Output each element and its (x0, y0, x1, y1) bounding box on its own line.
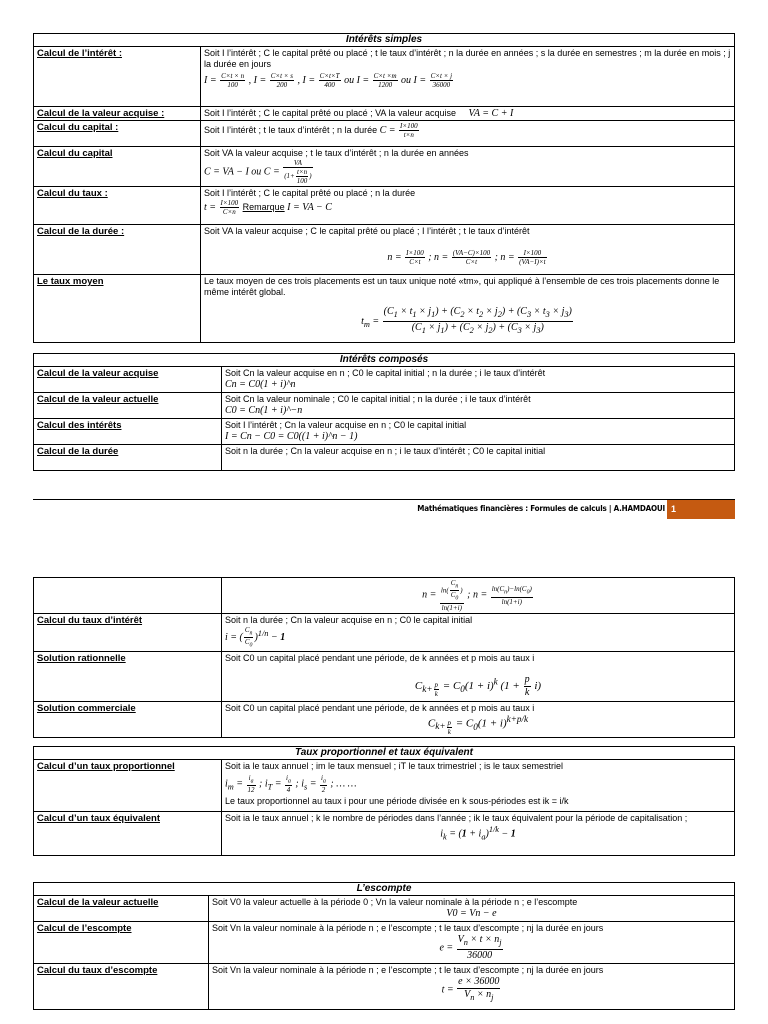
row-content (201, 107, 735, 121)
row-content (222, 367, 735, 393)
row-label: Calcul du capital (34, 147, 201, 187)
rate-table (33, 746, 735, 856)
row-content (201, 275, 735, 343)
row-label: Calcul de la durée : (34, 225, 201, 275)
row-label: Solution commerciale (34, 701, 222, 737)
row-label: Calcul de la valeur acquise (34, 367, 222, 393)
row-content (222, 419, 735, 445)
formula: $i_m$ = $\frac{i_a}{12}$ ; $i_T$ = $\frac{i_a}{4}$ ; $i_s$ = $\frac{i_a}{2}$ ; … … (225, 774, 357, 795)
row-content (209, 896, 735, 922)
remark-formula: I = VA − C (287, 201, 332, 213)
row-content (222, 445, 735, 471)
remark-label: Remarque (242, 201, 285, 212)
row-label: Le taux moyen (34, 275, 201, 343)
formula: $t_m$ = $\frac{(C_1 \times t_1 \times j_1) + (C_2 \times t_2 \times j_2) + (C_3 \times t_3 \times j_3)}{(C_1 \times j_1) + (C_2 \times j_2) + (C_3 \times j_3)}$ (361, 306, 572, 335)
row-text: Soit I l’intérêt ; t le taux d’intérêt ; n la durée (204, 124, 378, 135)
row-text: Soit VA la valeur acquise ; C le capital prêté ou placé ; I l’intérêt ; t le taux d’intérêt (204, 226, 530, 236)
row-text: Soit n la durée ; Cn la valeur acquise en n ; C0 le capital initial (225, 614, 473, 625)
formula: Cn = C0(1 + i)^n (225, 379, 296, 390)
row-text: Soit Cn la valeur nominale ; C0 le capital initial ; n la durée ; i le taux d’intérêt (225, 394, 531, 404)
formula: $C_{k+ \frac{p}{k}}$ = $C_0(1 + i)^k$ (1 + $\frac{p}{k}$ i) (414, 673, 542, 699)
row-label: Calcul du taux : (34, 187, 201, 225)
row-content (222, 613, 735, 651)
formula: VA = C + I (468, 108, 514, 119)
row-label: Calcul de l’escompte (34, 922, 209, 964)
row-label: Calcul de la valeur actuelle (34, 896, 209, 922)
page-footer (33, 499, 735, 520)
row-label: Calcul du taux d’intérêt (34, 613, 222, 651)
formula: n = ln( $\frac{C_n}{C_0}$ ) ln(1+i) ; n = $\frac{\ln(C_n)-\ln(C_0)}{\ln(1+i)}$ (422, 579, 532, 612)
row-content (222, 651, 735, 701)
row-content (222, 393, 735, 419)
section-title: L’escompte (34, 883, 735, 896)
formula: e = $\frac{V_n \times t \times n_j}{36000}$ (439, 934, 502, 961)
row-content (222, 701, 735, 737)
row-label: Solution rationnelle (34, 651, 222, 701)
footer-text: Mathématiques financières : Formules de calculs | A.HAMDAOUI (417, 504, 665, 513)
section-title: Taux proportionnel et taux équivalent (34, 747, 735, 760)
formula: t = $\frac{e \times 36000}{V_n \times n_j}$ (441, 976, 500, 1002)
row-content (222, 760, 735, 812)
row-label: Calcul du taux d’escompte (34, 964, 209, 1010)
formula: C = $\frac{I\times 100}{t\times n}$ (379, 122, 418, 139)
formula: I = Cn − C0 = C0((1 + i)^n − 1) (225, 431, 358, 442)
formula: C = VA − I ou C = VA (1+ $\frac{t\times n}{100}$ ) (204, 159, 312, 185)
row-text: Soit I l’intérêt ; C le capital prêté ou placé ; n la durée (204, 188, 416, 198)
row-text: Soit Vn la valeur nominale à la période n ; e l’escompte ; t le taux d’escompte ; nj la durée en jours (212, 923, 604, 933)
compound-interest-table (33, 353, 735, 471)
row-content (201, 187, 735, 225)
row-label: Calcul du capital : (34, 121, 201, 147)
row-label: Calcul de l’intérêt : (34, 47, 201, 107)
row-label: Calcul des intérêts (34, 419, 222, 445)
discount-table (33, 882, 735, 1010)
section-title: Intérêts composés (34, 354, 735, 367)
formula: i = ( $\frac{C_n}{C_0}$ )$^{1/n}$ − 1 (225, 625, 286, 649)
row-text: Soit V0 la valeur actuelle à la période 0 ; Vn la valeur nominale à la période n ; e l’escompte (212, 897, 578, 907)
row-text: Soit ia le taux annuel ; im le taux mensuel ; iT le taux trimestriel ; is le taux semestriel (225, 761, 563, 771)
row-text: Soit ia le taux annuel ; k le nombre de périodes dans l’année ; ik le taux équivalent pour la période de capitalisation ; (225, 813, 688, 823)
row-text: Soit C0 un capital placé pendant une période, de k années et p mois au taux i (225, 702, 535, 713)
formula: I = $\frac{C\times t \times n}{100}$ , I = $\frac{C\times t \times s}{200}$ , I = $\frac{C\times t\times T}{400}$ ou I = $\frac{C\times t \times m}{1200}$ ou I = $\frac{C\times t \times j}{36000}$ (204, 72, 453, 89)
compound-interest-continued-table (33, 577, 735, 738)
row-text: Soit n la durée ; Cn la valeur acquise en n ; i le taux d’intérêt ; C0 le capital initial (225, 446, 546, 456)
row-text: Soit C0 un capital placé pendant une période, de k années et p mois au taux i (225, 652, 535, 663)
row-text: Soit VA la valeur acquise ; t le taux d’intérêt ; n la durée en années (204, 148, 469, 158)
row-content (209, 922, 735, 964)
row-text: Soit I l’intérêt ; C le capital prêté ou placé ; VA la valeur acquise (204, 108, 456, 118)
row-text: Soit Cn la valeur acquise en n ; C0 le capital initial ; n la durée ; i le taux d’intérêt (225, 368, 546, 378)
row-content (209, 964, 735, 1010)
section-title: Intérêts simples (34, 34, 735, 47)
row-content (222, 812, 735, 856)
row-label (34, 578, 222, 614)
row-content (201, 47, 735, 107)
simple-interest-table (33, 33, 735, 343)
formula: V0 = Vn − e (446, 908, 497, 919)
formula: $C_{k+ \frac{p}{k}}$ = $C_0(1 + i)^{k+p/k}$ (427, 713, 529, 736)
row-content (201, 225, 735, 275)
formula: t = $\frac{I\times 100}{C\times n}$ Remarque I = VA − C (204, 199, 332, 216)
row-label: Calcul de la valeur actuelle (34, 393, 222, 419)
row-text: Soit I l’intérêt ; Cn la valeur acquise en n ; C0 le capital initial (225, 420, 467, 430)
row-text-2: Le taux proportionnel au taux i pour une période divisée en k sous-périodes est ik = i/k (225, 796, 569, 807)
row-label: Calcul de la valeur acquise : (34, 107, 201, 121)
formula: $i_k = (1 + i_a)^{1/k} - 1$ (440, 825, 516, 842)
row-text: Soit Vn la valeur nominale à la période n ; e l’escompte ; t le taux d’escompte ; nj la durée en jours (212, 965, 604, 975)
row-content (201, 147, 735, 187)
formula: C0 = Cn(1 + i)^−n (225, 405, 303, 416)
formula: n = $\frac{I\times 100}{C\times t}$ ; n = $\frac{(VA-C)\times 100}{C\times t}$ ; n = $\frac{I\times 100}{(VA-I)\times t}$ (387, 249, 546, 266)
row-content (222, 578, 735, 614)
row-label: Calcul d’un taux équivalent (34, 812, 222, 856)
row-content (201, 121, 735, 147)
row-text: Soit I l’intérêt ; C le capital prêté ou placé ; t le taux d’intérêt ; n la durée en années ; s la durée en semestres ; m la durée en mois ; j la durée en jours (204, 48, 731, 69)
row-text: Le taux moyen de ces trois placements est un taux unique noté «tm», qui appliqué à l’ensemble de ces trois placements donne le même intérêt global. (204, 276, 720, 297)
page-number: 1 (667, 500, 735, 519)
row-label: Calcul de la durée (34, 445, 222, 471)
row-label: Calcul d’un taux proportionnel (34, 760, 222, 812)
